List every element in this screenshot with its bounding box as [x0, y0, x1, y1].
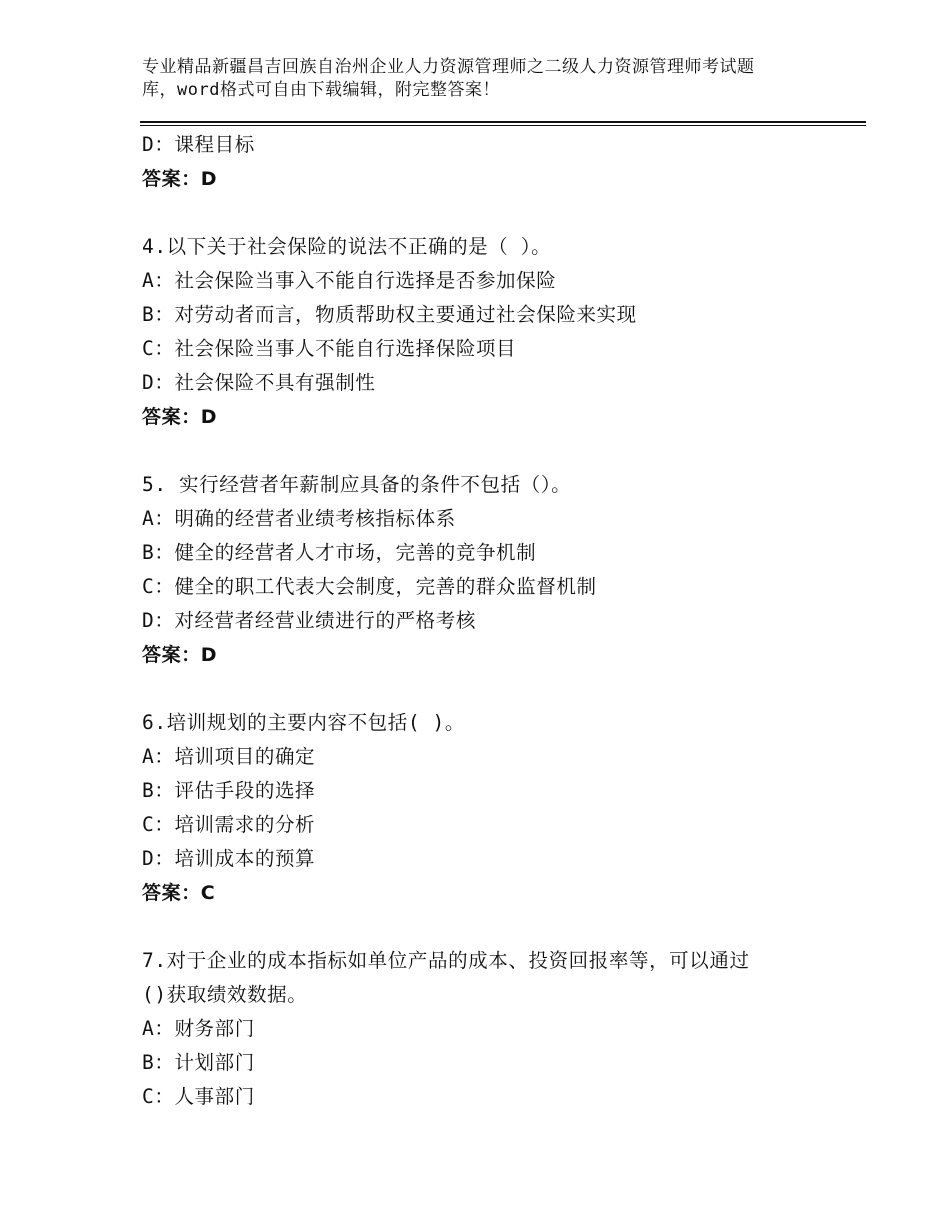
option-c: C：人事部门	[142, 1085, 255, 1108]
spacer	[142, 196, 862, 230]
question-6	[142, 706, 862, 910]
spacer	[142, 910, 862, 944]
option-d: D：培训成本的预算	[142, 847, 316, 870]
option-c: C：培训需求的分析	[142, 813, 316, 836]
header-line-2: 库，word格式可自由下载编辑，附完整答案！	[142, 80, 500, 100]
option-b: B：计划部门	[142, 1051, 255, 1074]
page-header	[142, 56, 842, 102]
question-7	[142, 944, 862, 1114]
option-b: B：对劳动者而言，物质帮助权主要通过社会保险来实现	[142, 303, 637, 326]
header-line-1: 专业精品新疆昌吉回族自治州企业人力资源管理师之二级人力资源管理师考试题	[142, 57, 755, 77]
prev-option-d: D：课程目标	[142, 133, 255, 156]
answer: 答案：C	[142, 882, 216, 904]
question-list	[142, 128, 862, 1114]
question-stem: 4.以下关于社会保险的说法不正确的是（ ）。	[142, 235, 552, 258]
question-stem-continued: ()获取绩效数据。	[142, 983, 308, 1006]
option-d: D：社会保险不具有强制性	[142, 371, 376, 394]
prev-answer: 答案：D	[142, 168, 218, 190]
answer: 答案：D	[142, 644, 218, 666]
option-a: A：财务部门	[142, 1017, 255, 1040]
header-rule-thick	[140, 121, 866, 123]
option-c: C：健全的职工代表大会制度，完善的群众监督机制	[142, 575, 597, 598]
question-stem: 5. 实行经营者年薪制应具备的条件不包括（）。	[142, 473, 572, 496]
option-d: D：对经营者经营业绩进行的严格考核	[142, 609, 476, 632]
question-stem: 6.培训规划的主要内容不包括( )。	[142, 711, 465, 734]
question-5	[142, 468, 862, 672]
option-b: B：健全的经营者人才市场，完善的竞争机制	[142, 541, 537, 564]
spacer	[142, 434, 862, 468]
option-b: B：评估手段的选择	[142, 779, 316, 802]
option-a: A：社会保险当事入不能自行选择是否参加保险	[142, 269, 557, 292]
header-rule-thin	[140, 125, 866, 126]
answer: 答案：D	[142, 406, 218, 428]
option-a: A：明确的经营者业绩考核指标体系	[142, 507, 456, 530]
spacer	[142, 672, 862, 706]
question-stem: 7.对于企业的成本指标如单位产品的成本、投资回报率等，可以通过	[142, 949, 750, 972]
question-4	[142, 230, 862, 434]
option-c: C：社会保险当事人不能自行选择保险项目	[142, 337, 517, 360]
option-a: A：培训项目的确定	[142, 745, 316, 768]
